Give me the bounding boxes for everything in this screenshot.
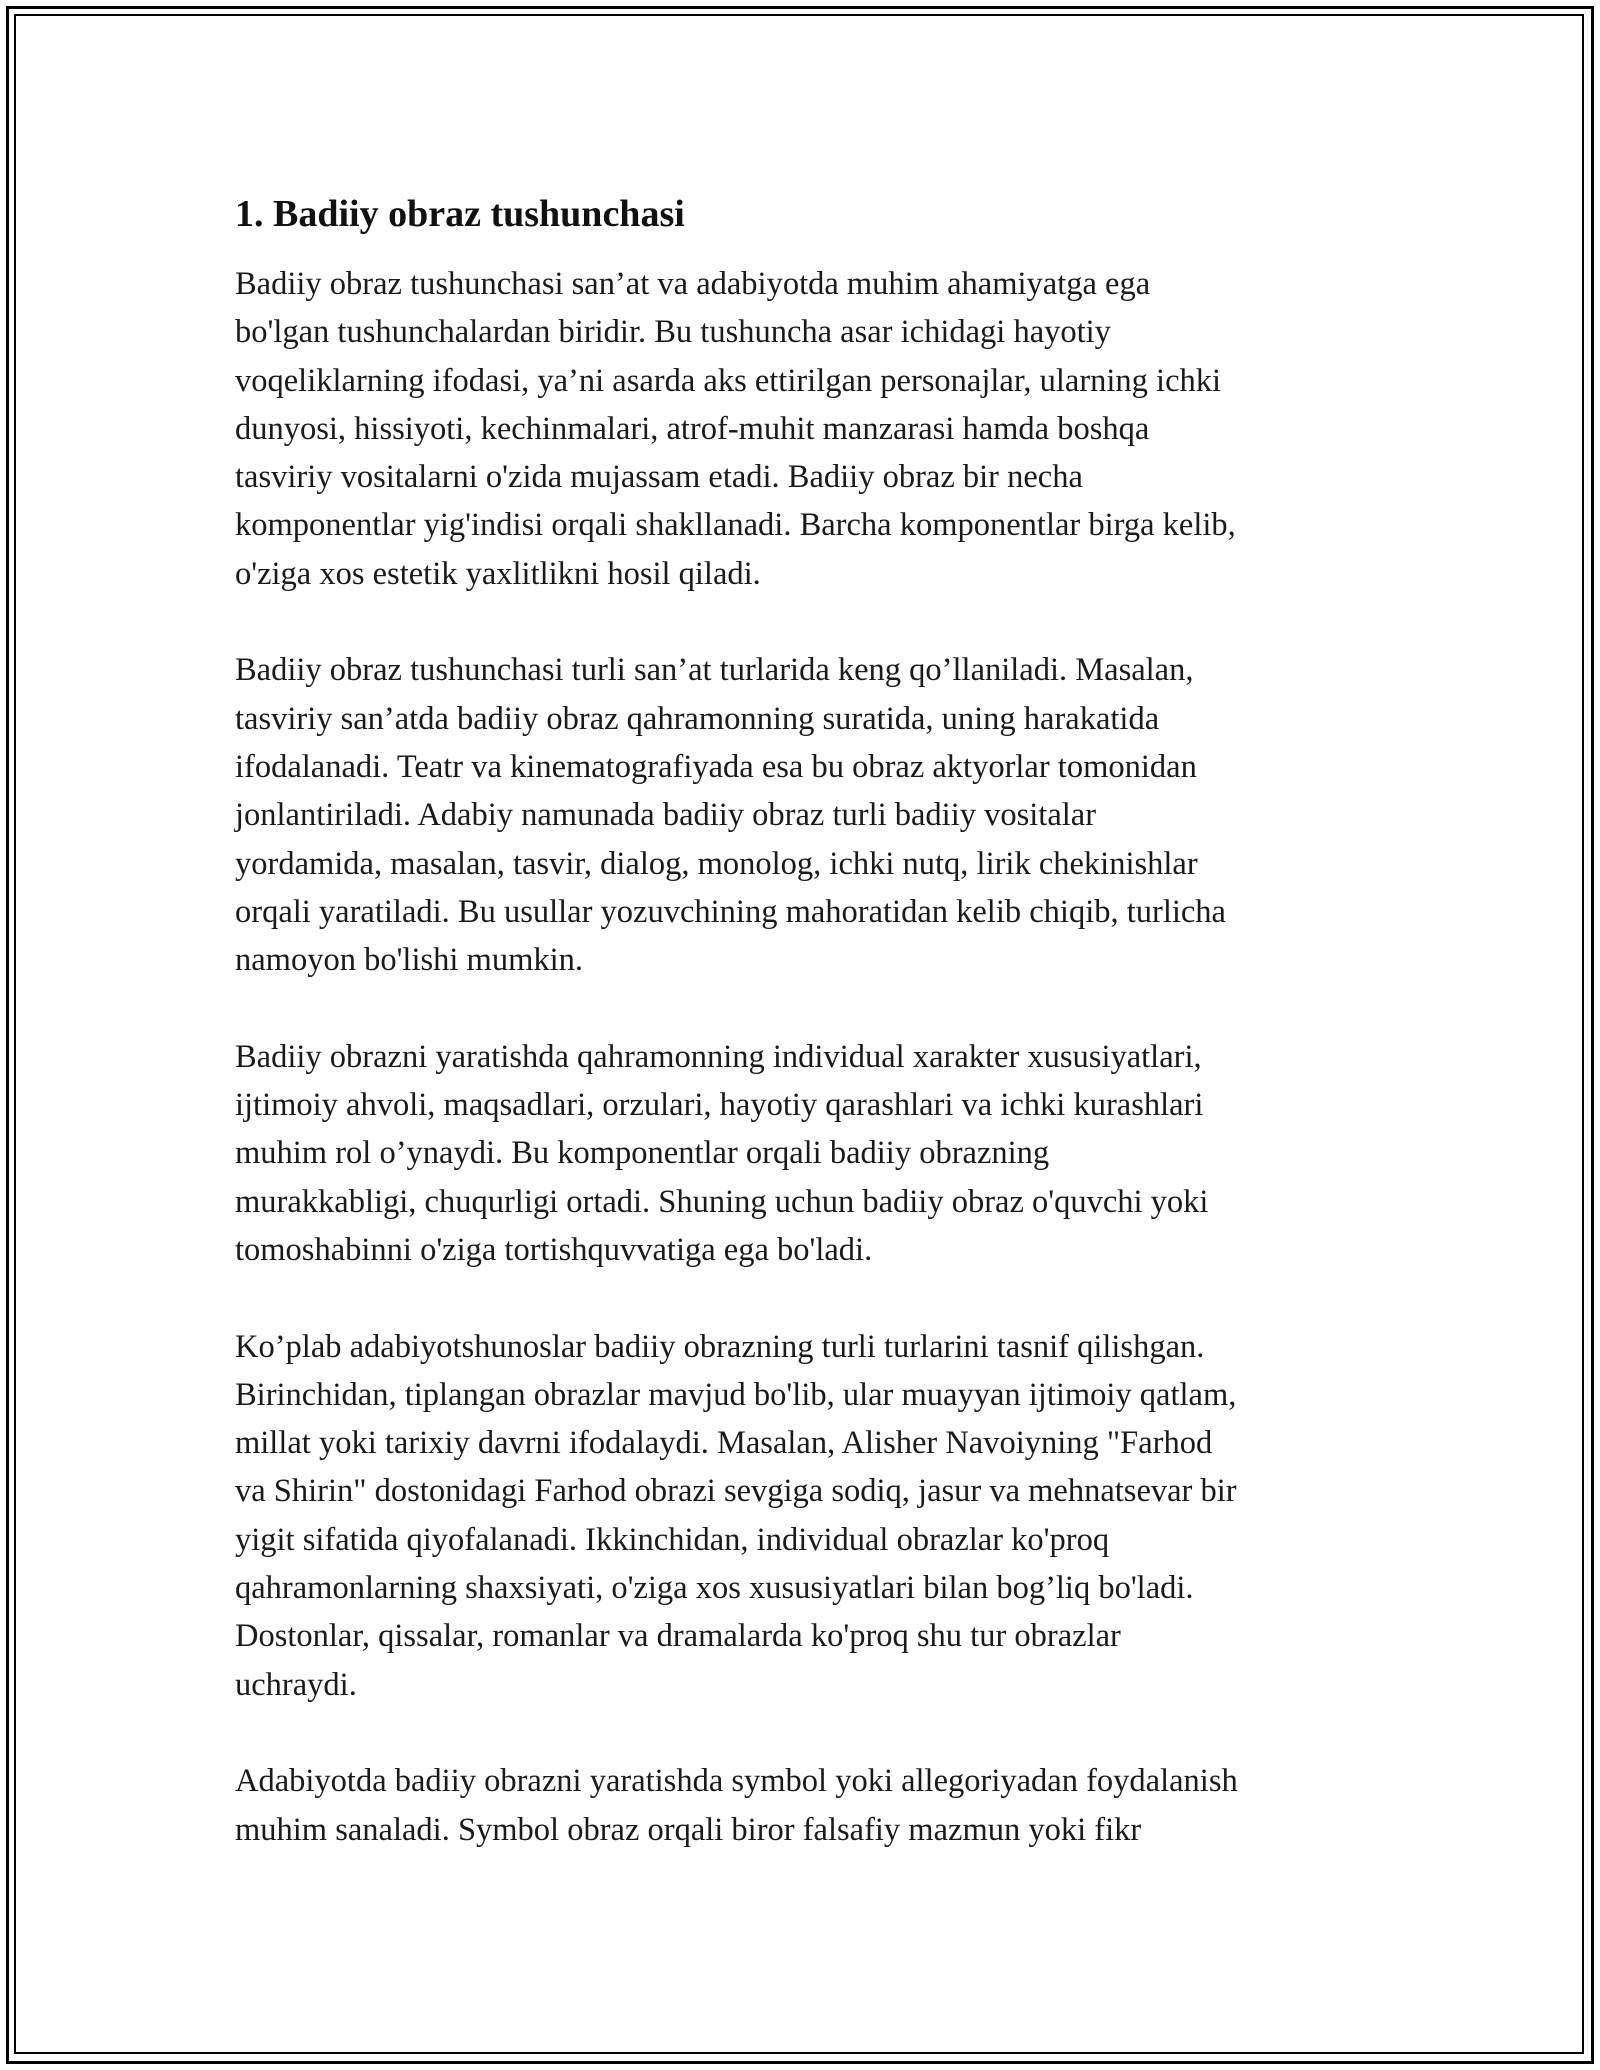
paragraph-line: millat yoki tarixiy davrni ifodalaydi. Masalan, Alisher Navoiyning "Farhod	[235, 1425, 1213, 1462]
paragraph-line: yigit sifatida qiyofalanadi. Ikkinchidan, individual obrazlar ko'proq	[235, 1521, 1110, 1558]
paragraph-line: ifodalanadi. Teatr va kinematografiyada esa bu obraz aktyorlar tomonidan	[235, 748, 1197, 785]
paragraph-line: tomoshabinni o'ziga tortishquvvatiga ega bo'ladi.	[235, 1231, 873, 1268]
paragraph-4	[235, 1323, 1370, 1709]
paragraph-line: muhim rol o’ynaydi. Bu komponentlar orqali badiiy obrazning	[235, 1135, 1050, 1172]
document-body	[235, 186, 1370, 1902]
paragraph-line: uchraydi.	[235, 1666, 357, 1703]
paragraph-line: va Shirin" dostonidagi Farhod obrazi sevgiga sodiq, jasur va mehnatsevar bir	[235, 1473, 1237, 1510]
paragraph-line: bo'lgan tushunchalardan biridir. Bu tushuncha asar ichidagi hayotiy	[235, 314, 1111, 351]
paragraph-5	[235, 1757, 1370, 1854]
paragraph-line: Adabiyotda badiiy obrazni yaratishda symbol yoki allegoriyadan foydalanish	[235, 1763, 1238, 1800]
paragraph-line: tasviriy san’atda badiiy obraz qahramonning suratida, uning harakatida	[235, 700, 1160, 737]
paragraph-line: yordamida, masalan, tasvir, dialog, monolog, ichki nutq, lirik chekinishlar	[235, 845, 1198, 882]
paragraph-line: murakkabligi, chuqurligi ortadi. Shuning uchun badiiy obraz o'quvchi yoki	[235, 1183, 1209, 1220]
paragraph-line: qahramonlarning shaxsiyati, o'ziga xos xususiyatlari bilan bog’liq bo'ladi.	[235, 1570, 1194, 1607]
section-heading: 1. Badiiy obraz tushunchasi	[235, 193, 685, 235]
paragraph-3	[235, 1033, 1370, 1274]
paragraph-line: namoyon bo'lishi mumkin.	[235, 942, 584, 979]
paragraph-line: o'ziga xos estetik yaxlitlikni hosil qiladi.	[235, 555, 761, 592]
paragraph-line: Badiiy obraz tushunchasi turli san’at turlarida keng qo’llaniladi. Masalan,	[235, 652, 1194, 689]
paragraph-line: voqeliklarning ifodasi, ya’ni asarda aks ettirilgan personajlar, ularning ichki	[235, 362, 1222, 399]
paragraph-line: Birinchidan, tiplangan obrazlar mavjud bo'lib, ular muayyan ijtimoiy qatlam,	[235, 1376, 1237, 1413]
paragraph-line: muhim sanaladi. Symbol obraz orqali biror falsafiy mazmun yoki fikr	[235, 1811, 1142, 1848]
paragraph-line: ijtimoiy ahvoli, maqsadlari, orzulari, hayotiy qarashlari va ichki kurashlari	[235, 1087, 1204, 1124]
paragraph-line: Dostonlar, qissalar, romanlar va dramalarda ko'proq shu tur obrazlar	[235, 1618, 1121, 1655]
paragraph-line: Ko’plab adabiyotshunoslar badiiy obrazning turli turlarini tasnif qilishgan.	[235, 1328, 1205, 1365]
paragraph-line: Badiiy obraz tushunchasi san’at va adabiyotda muhim ahamiyatga ega	[235, 266, 1151, 302]
paragraph-line: Badiiy obrazni yaratishda qahramonning individual xarakter xususiyatlari,	[235, 1038, 1202, 1075]
paragraph-1	[235, 260, 1370, 598]
paragraph-line: tasviriy vositalarni o'zida mujassam etadi. Badiiy obraz bir necha	[235, 459, 1083, 496]
paragraph-2	[235, 646, 1370, 984]
paragraph-line: jonlantiriladi. Adabiy namunada badiiy obraz turli badiiy vositalar	[235, 797, 1097, 834]
paragraph-line: komponentlar yig'indisi orqali shakllanadi. Barcha komponentlar birga kelib,	[235, 507, 1236, 544]
paragraph-line: orqali yaratiladi. Bu usullar yozuvchining mahoratidan kelib chiqib, turlicha	[235, 893, 1226, 930]
paragraph-line: dunyosi, hissiyoti, kechinmalari, atrof-muhit manzarasi hamda boshqa	[235, 410, 1150, 447]
